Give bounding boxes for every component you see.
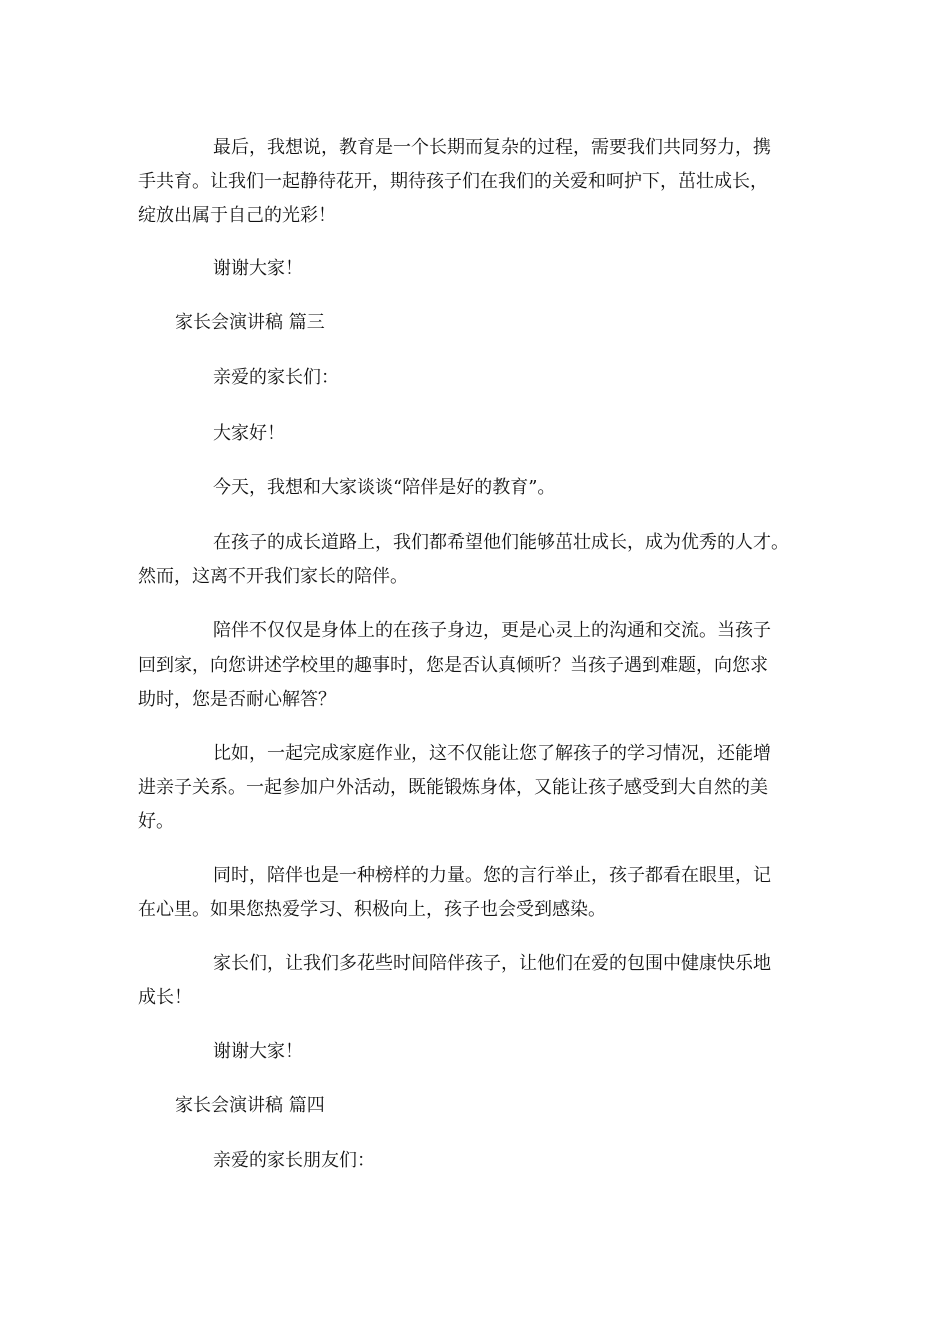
paragraph-line: 手共育。让我们一起静待花开，期待孩子们在我们的关爱和呵护下，茁壮成长， <box>138 171 768 192</box>
paragraph-line: 回到家，向您讲述学校里的趣事时，您是否认真倾听？当孩子遇到难题，向您求 <box>138 655 768 676</box>
section-heading: 家长会演讲稿 篇三 <box>175 312 325 333</box>
paragraph-line: 同时，陪伴也是一种榜样的力量。您的言行举止，孩子都看在眼里，记 <box>213 865 771 886</box>
closing-line: 谢谢大家！ <box>213 1041 303 1062</box>
section-heading: 家长会演讲稿 篇四 <box>175 1095 325 1116</box>
paragraph-line: 比如，一起完成家庭作业，这不仅能让您了解孩子的学习情况，还能增 <box>213 743 771 764</box>
greeting: 大家好！ <box>213 423 285 444</box>
salutation: 亲爱的家长朋友们： <box>213 1150 375 1171</box>
paragraph-line: 好。 <box>138 811 174 832</box>
paragraph-line: 最后，我想说，教育是一个长期而复杂的过程，需要我们共同努力，携 <box>213 137 771 158</box>
paragraph-line: 今天，我想和大家谈谈“陪伴是好的教育”。 <box>213 477 556 498</box>
paragraph-line: 成长！ <box>138 987 192 1008</box>
paragraph-line: 陪伴不仅仅是身体上的在孩子身边，更是心灵上的沟通和交流。当孩子 <box>213 620 771 641</box>
paragraph-line: 在孩子的成长道路上，我们都希望他们能够茁壮成长，成为优秀的人才。 <box>213 532 789 553</box>
paragraph-line: 助时，您是否耐心解答？ <box>138 689 336 710</box>
paragraph-line: 然而，这离不开我们家长的陪伴。 <box>138 566 408 587</box>
paragraph-line: 进亲子关系。一起参加户外活动，既能锻炼身体，又能让孩子感受到大自然的美 <box>138 777 768 798</box>
paragraph-line: 在心里。如果您热爱学习、积极向上，孩子也会受到感染。 <box>138 899 606 920</box>
closing-line: 谢谢大家！ <box>213 258 303 279</box>
paragraph-line: 绽放出属于自己的光彩！ <box>138 205 336 226</box>
salutation: 亲爱的家长们： <box>213 367 339 388</box>
paragraph-line: 家长们，让我们多花些时间陪伴孩子，让他们在爱的包围中健康快乐地 <box>213 953 771 974</box>
